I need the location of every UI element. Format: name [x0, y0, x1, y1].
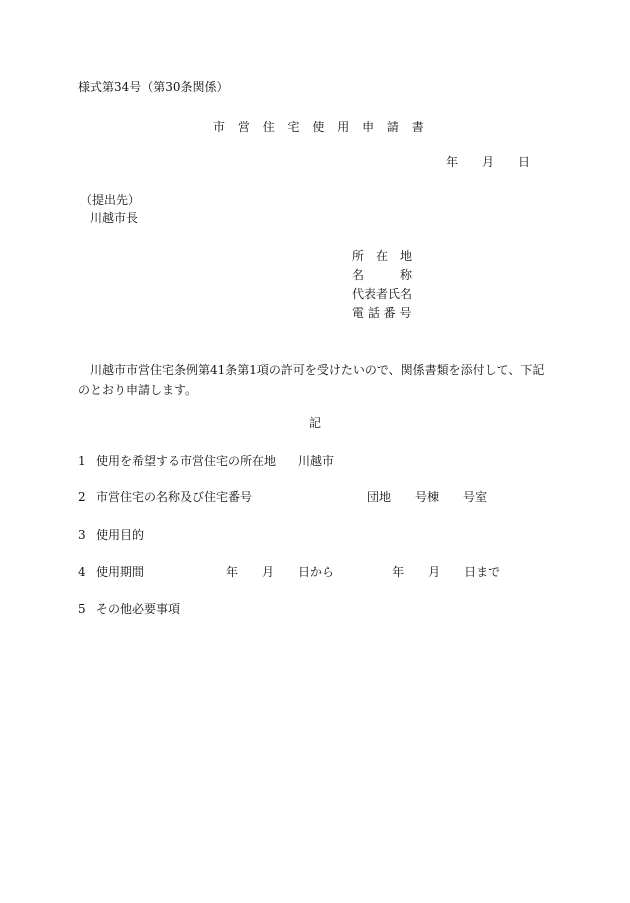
period-start-month: 月: [262, 565, 275, 579]
item-number: 2: [78, 490, 86, 504]
recipient-label: （提出先）: [80, 193, 141, 207]
danchi-label: 団地: [367, 490, 392, 504]
item-label: 使用目的: [96, 528, 145, 542]
period-end-day: 日まで: [464, 565, 501, 579]
item-value: 川越市: [298, 454, 335, 468]
title-char: 営: [237, 120, 250, 134]
item-label: その他必要事項: [96, 602, 181, 616]
gotou-label: 号棟: [415, 490, 440, 504]
item-number: 1: [78, 454, 86, 468]
item-label: 使用期間: [96, 565, 145, 579]
period-end-year: 年: [392, 565, 405, 579]
title-char: 請: [386, 120, 399, 134]
item-number: 3: [78, 528, 86, 542]
period-start-day: 日から: [298, 565, 335, 579]
document-title: [213, 120, 433, 134]
date-year-label: 年: [446, 155, 459, 169]
date-day-label: 日: [518, 155, 531, 169]
recipient-name: 川越市長: [90, 211, 139, 225]
period-end-month: 月: [428, 565, 441, 579]
title-char: 用: [337, 120, 350, 134]
ki-heading: 記: [309, 416, 322, 430]
goushitsu-label: 号室: [463, 490, 488, 504]
title-char: 宅: [287, 120, 300, 134]
item-purpose: [78, 528, 144, 542]
item-period: [78, 565, 500, 579]
title-char: 住: [262, 120, 275, 134]
applicant-representative-label: 代表者氏名: [352, 287, 413, 301]
title-char: 市: [213, 120, 226, 134]
item-label: 使用を希望する市営住宅の所在地: [96, 454, 277, 468]
applicant-address-label: 所 在 地: [352, 249, 413, 263]
date-month-label: 月: [482, 155, 495, 169]
date-line: [446, 155, 530, 169]
applicant-name-label: 名 称: [352, 268, 413, 282]
title-char: 使: [312, 120, 325, 134]
application-statement: 川越市市営住宅条例第41条第1項の許可を受けたいので、関係書類を添付して、下記のとおり申請します。: [78, 363, 545, 397]
applicant-phone-label: 電 話 番 号: [352, 306, 412, 320]
item-label: 市営住宅の名称及び住宅番号: [96, 490, 253, 504]
item-location: [78, 454, 334, 468]
period-start-year: 年: [226, 565, 239, 579]
item-housing-name: [78, 490, 487, 504]
title-char: 申: [362, 120, 375, 134]
form-number: 様式第34号（第30条関係）: [78, 80, 229, 94]
item-other: [78, 602, 180, 616]
item-number: 4: [78, 565, 86, 579]
item-number: 5: [78, 602, 86, 616]
title-char: 書: [411, 120, 424, 134]
